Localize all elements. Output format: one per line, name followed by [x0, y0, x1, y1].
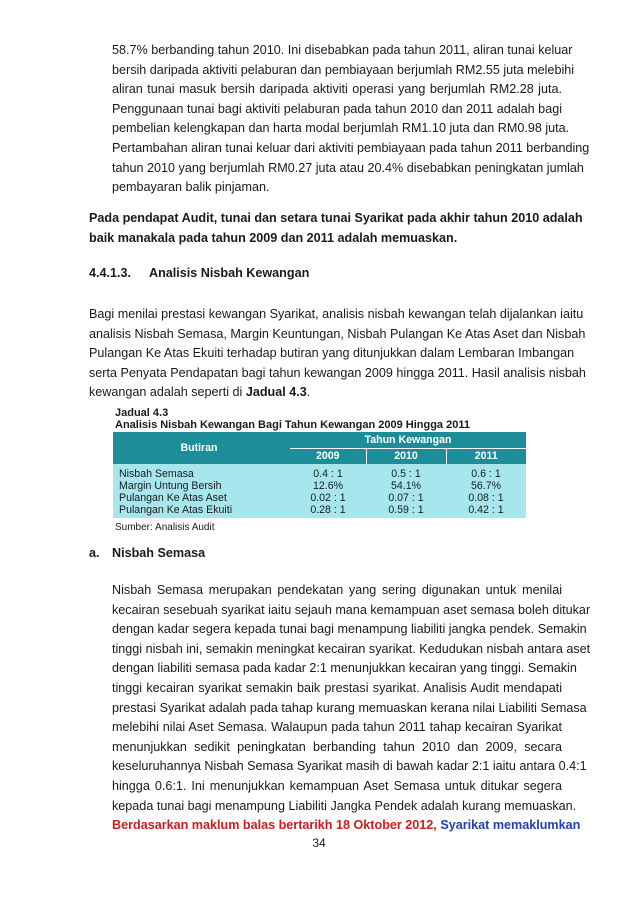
text-fragment: . — [306, 385, 311, 400]
ratio-table — [113, 432, 526, 518]
company-response-text: Syarikat memaklumkan — [440, 818, 581, 833]
text-line: aliran tunai masuk bersih daripada aktiviti operasi yang berjumlah RM2.28 juta. — [112, 82, 562, 97]
row-item: Margin Untung Bersih — [113, 480, 285, 492]
row-item: Nisbah Semasa — [113, 464, 285, 480]
table-row — [113, 504, 526, 518]
row-item: Pulangan Ke Atas Aset — [113, 492, 285, 504]
auditee-reply-text: Berdasarkan maklum balas bertarikh 18 Oktober 2012, — [112, 818, 437, 833]
header-year: 2010 — [366, 448, 446, 464]
text-line: serta Penyata Pendapatan bagi tahun kewangan 2009 hingga 2011. Hasil analisis nisbah — [89, 365, 586, 380]
row-value: 0.08 : 1 — [446, 492, 526, 504]
row-value: 0.28 : 1 — [290, 504, 366, 518]
text-line: bersih daripada aktiviti pelaburan dan pembiayaan berjumlah RM2.55 juta melebihi — [112, 62, 575, 77]
text-line: keseluruhannya Nisbah Semasa Syarikat masih di bawah kadar 2:1 iaitu antara 0.4:1 — [112, 759, 587, 774]
table-row — [113, 492, 526, 504]
text-line: melebihi nilai Aset Semasa. Walaupun pada tahun 2011 tahap kecairan Syarikat — [112, 720, 562, 735]
paragraph-current-ratio — [112, 581, 591, 836]
text-line: Pada pendapat Audit, tunai dan setara tunai Syarikat pada akhir tahun 2010 adalah — [89, 211, 583, 225]
text-line: analisis Nisbah Semasa, Margin Keuntungan, Nisbah Pulangan Ke Atas Aset dan Nisbah — [89, 326, 586, 341]
text-line: pembelian kelengkapan dan harta modal berjumlah RM1.10 juta dan RM0.98 juta. — [112, 121, 570, 136]
text-line: dengan kadar segera kepada tunai bagi menampung liabiliti jangka pendek. Semakin — [112, 622, 587, 637]
text-line: hingga 0.6:1. Ini menunjukkan kemampuan Aset Semasa untuk ditukar segera — [112, 778, 562, 793]
text-line: baik manakala pada tahun 2009 dan 2011 adalah memuaskan. — [89, 230, 458, 245]
row-value: 12.6% — [290, 480, 366, 492]
text-line: 58.7% berbanding tahun 2010. Ini disebabkan pada tahun 2011, aliran tunai keluar — [112, 43, 573, 57]
table-title: Analisis Nisbah Kewangan Bagi Tahun Kewangan 2009 Hingga 2011 — [115, 419, 470, 431]
header-year: 2009 — [290, 448, 366, 464]
row-value: 0.5 : 1 — [366, 464, 446, 480]
text-line: Nisbah Semasa merupakan pendekatan yang sering digunakan untuk menilai — [112, 583, 562, 597]
page-number: 34 — [312, 836, 326, 850]
text-line: tinggi kecairan syarikat semakin baik prestasi syarikat. Analisis Audit mendapati — [112, 680, 562, 695]
paragraph-cash-flow — [112, 41, 590, 198]
text-line: prestasi Syarikat adalah pada tahap kurang memuaskan kerana nilai Liabiliti Semasa — [112, 700, 587, 715]
row-value: 0.6 : 1 — [446, 464, 526, 480]
section-number: 4.4.1.3. — [89, 266, 132, 280]
text-line — [112, 816, 581, 836]
audit-opinion — [89, 209, 583, 248]
text-line: tahun 2010 yang berjumlah RM0.27 juta atau 20.4% disebabkan peningkatan jumlah — [112, 160, 584, 175]
text-line: Bagi menilai prestasi kewangan Syarikat, analisis nisbah kewangan telah dijalankan iaitu — [89, 307, 584, 321]
text-line: tinggi nisbah ini, semakin meningkat kecairan syarikat. Kedudukan nisbah antara aset — [112, 641, 591, 656]
row-value: 0.42 : 1 — [446, 504, 526, 518]
table-source: Sumber: Analisis Audit — [115, 522, 215, 533]
table-reference: Jadual 4.3 — [245, 385, 307, 400]
row-value: 0.02 : 1 — [290, 492, 366, 504]
text-line — [89, 383, 562, 403]
paragraph-ratio-intro — [89, 305, 586, 403]
row-item: Pulangan Ke Atas Ekuiti — [113, 504, 285, 518]
row-value: 0.59 : 1 — [366, 504, 446, 518]
text-line: Pulangan Ke Atas Ekuiti terhadap butiran yang ditunjukkan dalam Lembaran Imbangan — [89, 346, 575, 361]
subsection-title: Nisbah Semasa — [112, 546, 206, 560]
text-line: kepada tunai bagi menampung Liabiliti Jangka Pendek adalah kurang memuaskan. — [112, 798, 577, 813]
text-line: Penggunaan tunai bagi aktiviti pelaburan pada tahun 2010 dan 2011 adalah bagi — [112, 101, 562, 116]
text-line: pembayaran balik pinjaman. — [112, 180, 270, 195]
text-fragment: kewangan adalah seperti di — [89, 385, 246, 400]
header-tahun-kewangan: Tahun Kewangan — [290, 432, 526, 448]
text-line: kecairan sesebuah syarikat iaitu sejauh mana kemampuan aset semasa boleh ditukar — [112, 602, 591, 617]
subsection-label: a. — [89, 546, 100, 560]
text-line: menunjukkan sedikit peningkatan berbanding tahun 2010 dan 2009, secara — [112, 739, 562, 754]
row-value: 56.7% — [446, 480, 526, 492]
text-line: Pertambahan aliran tunai keluar dari aktiviti pembiayaan pada tahun 2011 berbanding — [112, 140, 590, 155]
table-label: Jadual 4.3 — [115, 407, 169, 419]
section-title: Analisis Nisbah Kewangan — [149, 266, 310, 280]
table-row — [113, 464, 526, 480]
header-year: 2011 — [446, 448, 526, 464]
table-header-row — [113, 432, 526, 448]
row-value: 0.07 : 1 — [366, 492, 446, 504]
table-row — [113, 480, 526, 492]
header-butiran: Butiran — [113, 432, 285, 464]
row-value: 54.1% — [366, 480, 446, 492]
row-value: 0.4 : 1 — [290, 464, 366, 480]
text-line: dengan liabiliti semasa pada kadar 2:1 menunjukkan kecairan yang tinggi. Semakin — [112, 661, 577, 676]
